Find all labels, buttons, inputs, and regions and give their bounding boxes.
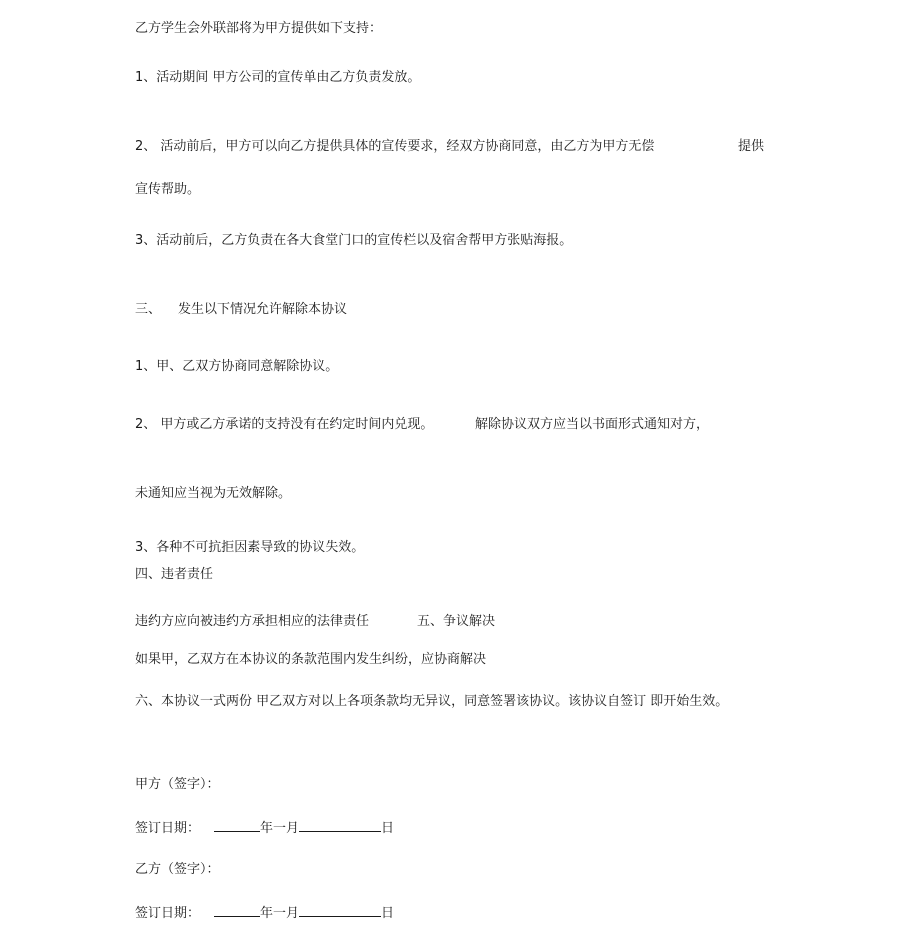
date-label: 签订日期： [135,906,201,921]
section-4-body: 违约方应向被违约方承担相应的法律责任 [135,614,370,629]
party-b-signature-label: 乙方（签字）： [135,862,220,877]
intro-line: 乙方学生会外联部将为甲方提供如下支持： [135,21,383,36]
year-blank[interactable] [214,818,260,832]
day-label: 日 [381,906,395,921]
party-a-date-row [135,818,394,838]
termination-item-2-continued: 未通知应当视为无效解除。 [135,486,292,501]
date-label: 签订日期： [135,821,201,836]
section-3-title: 发生以下情况允许解除本协议 [178,302,348,317]
support-item-1: 1、活动期间 甲方公司的宣传单由乙方负责发放。 [135,70,421,85]
section-4-title: 四、违者责任 [135,567,214,582]
support-item-3: 3、活动前后，乙方负责在各大食堂门口的宣传栏以及宿舍帮甲方张贴海报。 [135,233,573,248]
month-label: 一月 [273,906,300,921]
support-item-2-continued: 宣传帮助。 [135,182,201,197]
section-5-body: 如果甲，乙双方在本协议的条款范围内发生纠纷，应协商解决 [135,652,487,667]
support-item-2-tail: 提供 [738,139,765,154]
party-a-signature-label: 甲方（签字）： [135,777,220,792]
day-blank[interactable] [299,818,381,832]
year-blank[interactable] [214,903,260,917]
section-3-number: 三、 [135,302,162,317]
termination-item-1: 1、甲、乙双方协商同意解除协议。 [135,359,339,374]
day-label: 日 [381,821,395,836]
section-5-title: 五、争议解决 [417,614,496,629]
month-label: 一月 [273,821,300,836]
year-label: 年 [260,906,274,921]
party-b-date-row [135,903,394,923]
termination-item-2-tail: 解除协议双方应当以书面形式通知对方， [475,417,710,432]
day-blank[interactable] [299,903,381,917]
termination-item-2: 2、 甲方或乙方承诺的支持没有在约定时间内兑现。 [135,417,434,432]
support-item-2: 2、 活动前后，甲方可以向乙方提供具体的宣传要求，经双方协商同意，由乙方为甲方无偿 [135,139,655,154]
year-label: 年 [260,821,274,836]
section-6-body: 六、本协议一式两份 甲乙双方对以上各项条款均无异议，同意签署该协议。该协议自签订 即开始生效。 [135,694,729,709]
termination-item-3: 3、各种不可抗拒因素导致的协议失效。 [135,540,365,555]
